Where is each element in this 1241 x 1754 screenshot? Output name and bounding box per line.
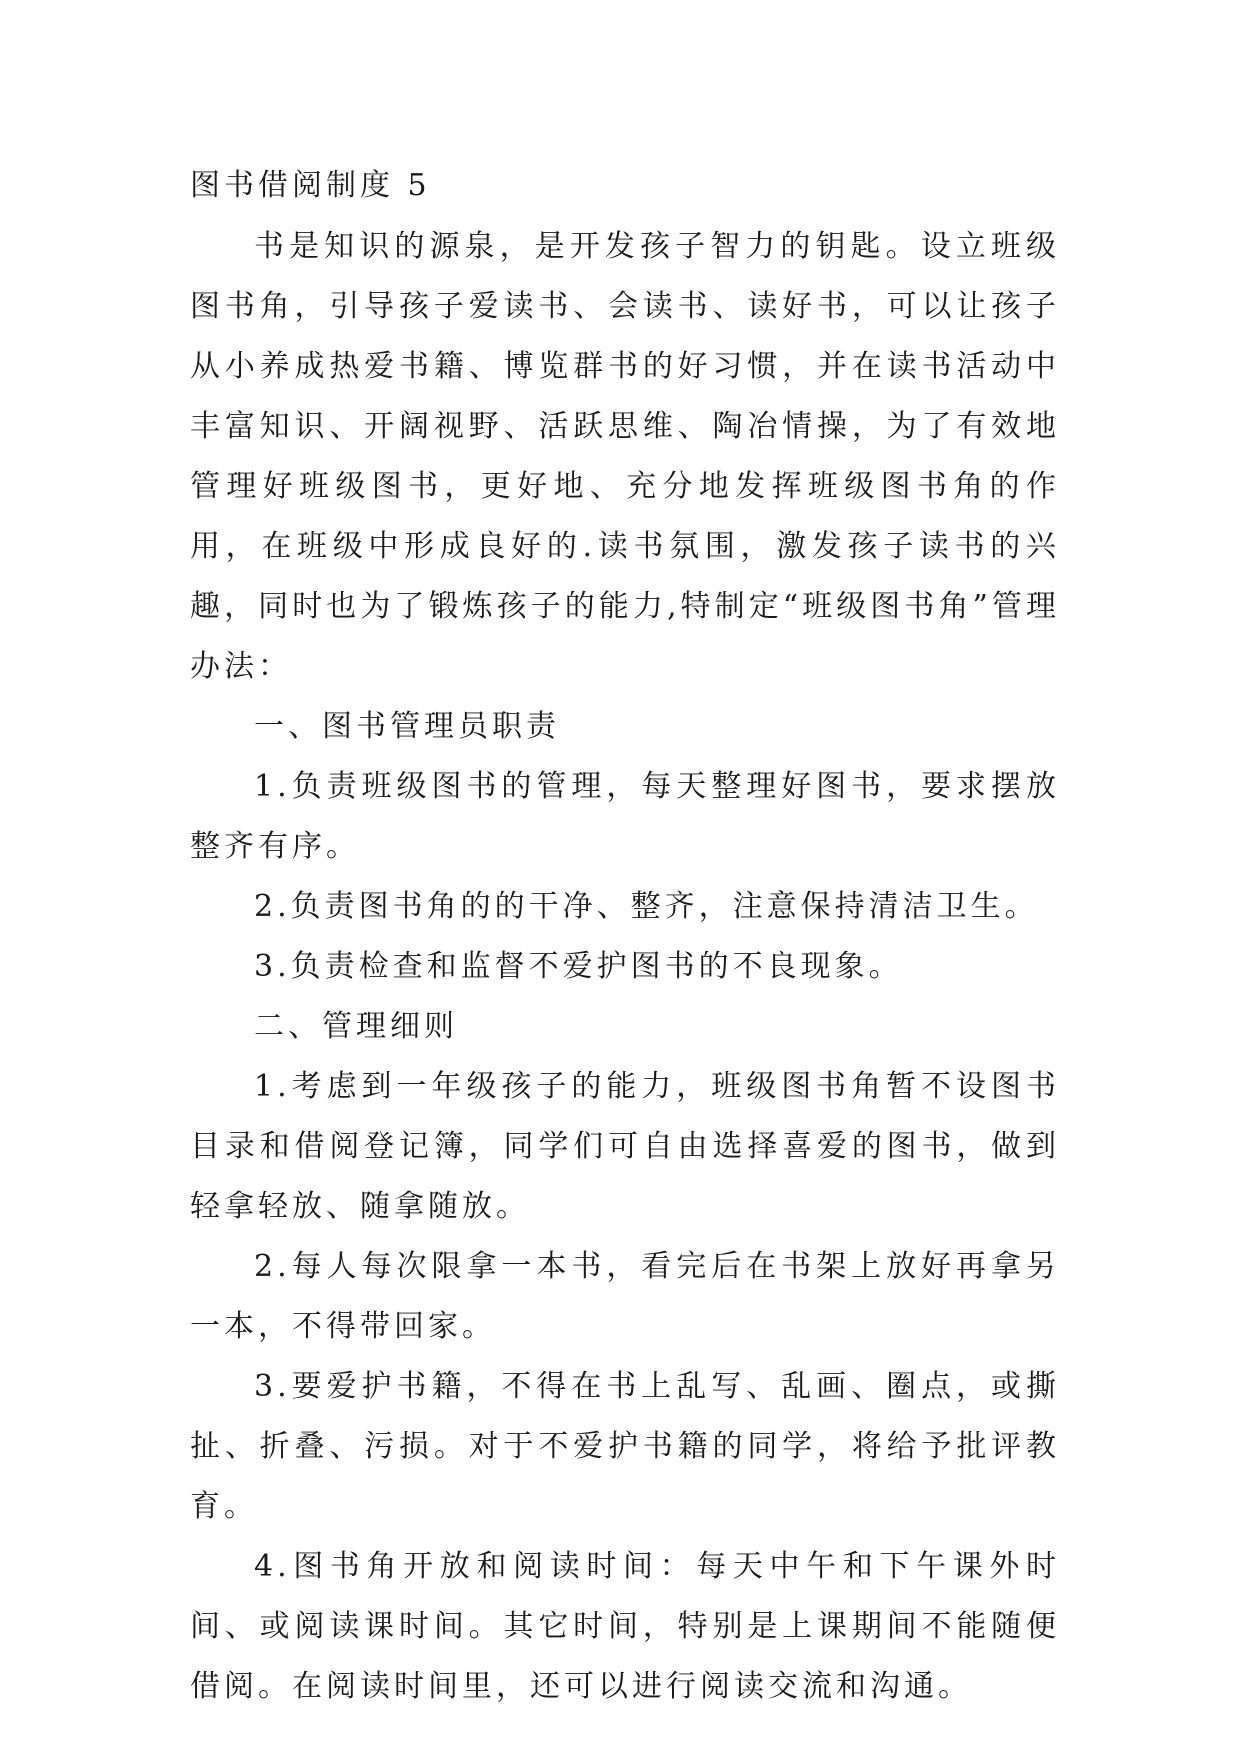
document-title: 图书借阅制度 5	[190, 168, 431, 203]
section-1-item-1: 1.负责班级图书的管理，每天整理好图书，要求摆放整齐有序。	[190, 769, 1060, 864]
section-2-item-3: 3.要爱护书籍，不得在书上乱写、乱画、圈点，或撕扯、折叠、污损。对于不爱护书籍的同学，将给予批评教育。	[190, 1369, 1060, 1524]
section-1-item-2: 2.负责图书角的的干净、整齐，注意保持清洁卫生。	[254, 889, 1039, 924]
section-2-item-4: 4.图书角开放和阅读时间：每天中午和下午课外时间、或阅读课时间。其它时间，特别是上课期间不能随便借阅。在阅读时间里，还可以进行阅读交流和沟通。	[190, 1549, 1060, 1704]
section-1-item-3: 3.负责检查和监督不爱护图书的不良现象。	[254, 949, 903, 984]
section-1-heading: 一、图书管理员职责	[254, 709, 560, 744]
section-2-item-2: 2.每人每次限拿一本书，看完后在书架上放好再拿另一本，不得带回家。	[190, 1249, 1060, 1344]
section-2-heading: 二、管理细则	[254, 1009, 458, 1044]
section-2-item-1: 1.考虑到一年级孩子的能力，班级图书角暂不设图书目录和借阅登记簿，同学们可自由选择喜爱的图书，做到轻拿轻放、随拿随放。	[190, 1069, 1060, 1224]
document-page	[190, 160, 1060, 1717]
intro-paragraph: 书是知识的源泉，是开发孩子智力的钥匙。设立班级图书角，引导孩子爱读书、会读书、读好书，可以让孩子从小养成热爱书籍、博览群书的好习惯，并在读书活动中丰富知识、开阔视野、活跃思维、陶冶情操，为了有效地管理好班级图书，更好地、充分地发挥班级图书角的作用，在班级中形成良好的.读书氛围，激发孩子读书的兴趣，同时也为了锻炼孩子的能力,特制定“班级图书角”管理办法：	[190, 229, 1060, 684]
